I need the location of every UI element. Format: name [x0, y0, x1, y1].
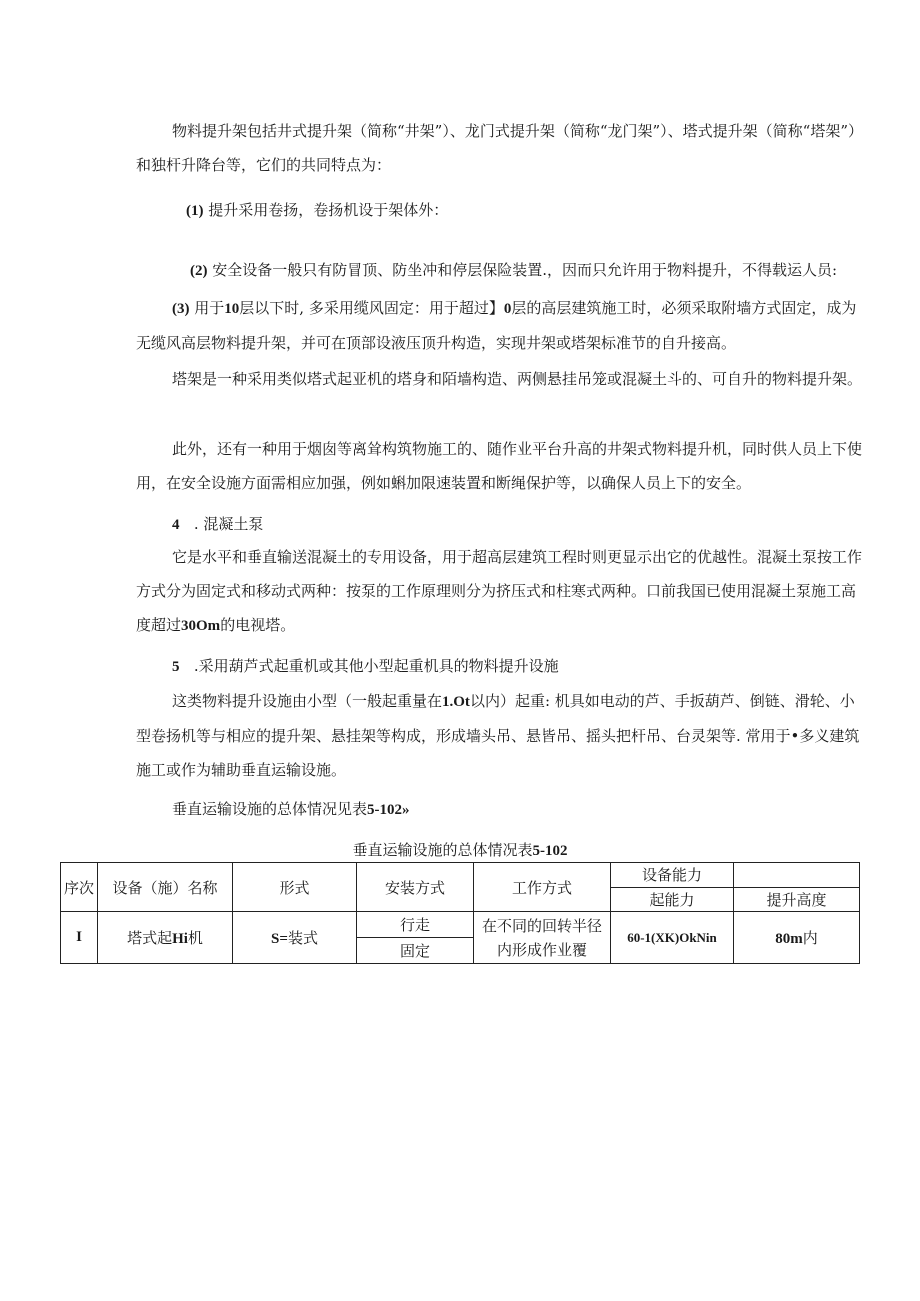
row-lift-height — [734, 912, 860, 964]
header-install: 安装方式 — [357, 863, 474, 912]
row-work: 在不同的回转半径内形成作业覆 — [474, 912, 611, 964]
header-lift-capacity: 起能力 — [611, 887, 734, 912]
table-caption-text: 垂直运输设施的总体情况表 — [352, 841, 533, 859]
list-item-3-text-b: 层以下时, 多采用缆风固定：用于超过】 — [239, 299, 504, 317]
row-name-a: 塔式起 — [127, 929, 173, 947]
row-lift-height-a: 80m — [775, 931, 803, 947]
header-form: 形式 — [233, 863, 357, 912]
header-lift-height: 提升高度 — [734, 887, 860, 912]
header-work: 工作方式 — [474, 863, 611, 912]
list-item-3-num-a: 10 — [224, 301, 240, 317]
table-ref-text: 垂直运输设施的总体情况见表 — [172, 800, 368, 818]
table-ref-number: 5-102» — [367, 802, 410, 818]
row-lift-height-b: 内 — [802, 929, 818, 947]
list-item-2-number: (2) — [190, 263, 208, 279]
list-item-3-num-b: 0 — [503, 301, 512, 317]
section-5-title: .采用葫芦式起重机或其他小型起重机具的物料提升设施 — [193, 657, 559, 675]
list-item-1 — [186, 200, 448, 221]
pump-text-a: 它是水平和垂直输送混凝土的专用设备，用于超高层建筑工程时则更显示出它的优越性。混凝土泵按工作方式分为固定式和移动式两种：按泵的工作原理则分为挤压式和柱寒式两种。口前我国已使用混凝土泵施工高度超过 — [136, 548, 863, 634]
paragraph-material-hoist: 物料提升架包括井式提升架（简称“井架”）、龙门式提升架（简称“龙门架”）、塔式提升架（简称“塔架”）和独杆升降台等，它们的共同特点为： — [136, 122, 856, 174]
list-item-3-number: (3) — [172, 301, 190, 317]
list-item-3-text-c: 层的高层建筑施工时，必须采取附墙方式固定，成为无缆风高层物料提升架，并可在顶部设液压顶升构造，实现井架或塔架标准节的自升接高。 — [136, 299, 857, 352]
section-4-number: 4 — [172, 517, 180, 533]
paragraph-concrete-pump — [136, 540, 862, 643]
row-name-b: Hi — [172, 931, 188, 947]
row-form-a: S= — [271, 931, 288, 947]
header-capacity-blank — [734, 863, 860, 888]
row-lift-capacity: 60-1(XK)OkNin — [611, 912, 734, 964]
list-item-1-text: 提升采用卷扬，卷扬机设于架体外： — [208, 201, 449, 219]
hoist-text-c: 以内）起重: 机具如电动的芦、手扳葫芦、倒链、滑轮、小型卷扬机等与相应的提升架、悬挂架等构成，形成墙头吊、悬皆吊、摇头把杆吊、台灵架等. 常用于•多义建筑施工或作为辅助垂直运输设施。 — [136, 692, 860, 779]
row-name — [98, 912, 233, 964]
table-caption-number: 5-102 — [532, 843, 568, 859]
row-install-2: 固定 — [357, 938, 474, 964]
pump-height-value: 30Om — [181, 618, 221, 634]
paragraph-chimney-hoist: 此外，还有一种用于烟囱等离耸构筑物施工的、随作业平台升高的井架式物料提升机，同时供人员上下使用，在安全设施方面需相应加强，例如蝌加限速装置和断绳保护等，以确保人员上下的安全。 — [136, 440, 863, 492]
list-item-2-text: 安全设备一般只有防冒顶、防坐冲和停层保险装置.，因而只允许用于物料提升，不得载运人员: — [212, 261, 838, 279]
row-install-1: 行走 — [357, 912, 474, 938]
pump-text-c: 的电视塔。 — [220, 616, 296, 634]
row-name-c: 机 — [187, 929, 203, 947]
list-item-1-number: (1) — [186, 203, 204, 219]
paragraph-small-hoist — [136, 684, 862, 787]
section-heading-4 — [172, 513, 263, 534]
paragraph-table-reference — [172, 799, 410, 820]
hoist-weight-value: 1.Ot — [442, 694, 470, 710]
header-capacity: 设备能力 — [611, 863, 734, 888]
list-item-3-text-a: 用于 — [194, 299, 225, 317]
header-seq: 序次 — [61, 863, 98, 912]
section-5-number: 5 — [172, 659, 180, 675]
list-item-2 — [190, 260, 837, 281]
table-header-row-1 — [61, 863, 860, 888]
hoist-text-a: 这类物料提升设施由小型（一般起重量在 — [172, 692, 443, 710]
section-heading-5 — [172, 655, 559, 676]
row-form-b: 装式 — [287, 929, 318, 947]
paragraph-tower-frame: 塔架是一种采用类似塔式起亚机的塔身和陌墙构造、两侧悬挂吊笼或混凝土斗的、可自升的物料提升架。 — [172, 370, 863, 388]
vertical-transport-table — [60, 862, 860, 964]
row-seq: I — [61, 912, 98, 964]
table-caption — [0, 840, 920, 861]
table-row — [61, 912, 860, 938]
row-form — [233, 912, 357, 964]
list-item-3 — [136, 291, 862, 360]
section-4-title: . 混凝土泵 — [193, 515, 264, 533]
header-name: 设备（施）名称 — [98, 863, 233, 912]
